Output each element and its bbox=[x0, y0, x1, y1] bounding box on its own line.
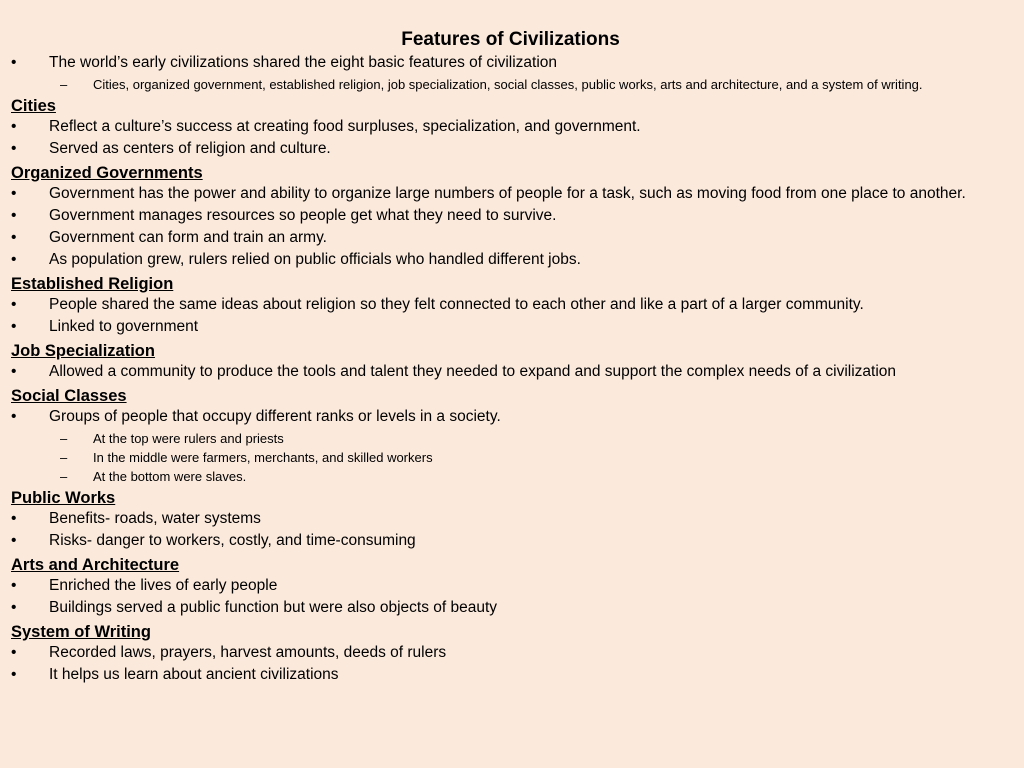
bullet-item: • Served as centers of religion and culture. bbox=[11, 140, 1010, 158]
bullet-item: • Buildings served a public function but were also objects of beauty bbox=[11, 599, 1010, 617]
sub-bullet-item: – In the middle were farmers, merchants, and skilled workers bbox=[11, 449, 1010, 466]
sub-bullet-item: – At the bottom were slaves. bbox=[11, 468, 1010, 485]
section-organized-governments bbox=[11, 162, 1010, 269]
section-established-religion bbox=[11, 273, 1010, 336]
section-job-specialization bbox=[11, 340, 1010, 381]
section-heading: System of Writing bbox=[11, 623, 151, 641]
slide-title: Features of Civilizations bbox=[401, 29, 620, 50]
section-heading: Arts and Architecture bbox=[11, 556, 180, 574]
bullet-item: • Government can form and train an army. bbox=[11, 229, 1010, 247]
section-system-of-writing bbox=[11, 621, 1010, 684]
section-arts-and-architecture bbox=[11, 554, 1010, 617]
intro-bullet: • The world’s early civilizations shared the eight basic features of civilization bbox=[11, 54, 1010, 72]
section-heading: Job Specialization bbox=[11, 342, 155, 360]
intro-section bbox=[11, 54, 1010, 93]
section-heading: Public Works bbox=[11, 489, 116, 507]
bullet-item: • Linked to government bbox=[11, 318, 1010, 336]
bullet-item: • People shared the same ideas about religion so they felt connected to each other and like a part of a larger community. bbox=[11, 296, 1010, 314]
section-heading: Organized Governments bbox=[11, 164, 203, 182]
bullet-item: • Government manages resources so people get what they need to survive. bbox=[11, 207, 1010, 225]
bullet-item: • Recorded laws, prayers, harvest amounts, deeds of rulers bbox=[11, 644, 1010, 662]
section-public-works bbox=[11, 487, 1010, 550]
section-heading: Established Religion bbox=[11, 275, 174, 293]
bullet-item: • Enriched the lives of early people bbox=[11, 577, 1010, 595]
bullet-item: • Benefits- roads, water systems bbox=[11, 510, 1010, 528]
bullet-item: • Reflect a culture’s success at creating food surpluses, specialization, and government. bbox=[11, 118, 1010, 136]
bullet-item: • It helps us learn about ancient civilizations bbox=[11, 666, 1010, 684]
section-heading: Cities bbox=[11, 97, 56, 115]
section-heading: Social Classes bbox=[11, 387, 127, 405]
section-cities bbox=[11, 95, 1010, 158]
bullet-item: • As population grew, rulers relied on public officials who handled different jobs. bbox=[11, 251, 1010, 269]
section-social-classes bbox=[11, 385, 1010, 485]
sub-bullet-item: – At the top were rulers and priests bbox=[11, 430, 1010, 447]
bullet-item: • Government has the power and ability to organize large numbers of people for a task, such as moving food from one place to another. bbox=[11, 185, 1010, 203]
intro-sub-bullet: – Cities, organized government, established religion, job specialization, social classes, public works, arts and architecture, and a system of writing. bbox=[11, 76, 1010, 93]
bullet-item: • Groups of people that occupy different ranks or levels in a society. bbox=[11, 408, 1010, 426]
bullet-item: • Risks- danger to workers, costly, and time-consuming bbox=[11, 532, 1010, 550]
bullet-item: • Allowed a community to produce the tools and talent they needed to expand and support the complex needs of a civilization bbox=[11, 363, 1010, 381]
